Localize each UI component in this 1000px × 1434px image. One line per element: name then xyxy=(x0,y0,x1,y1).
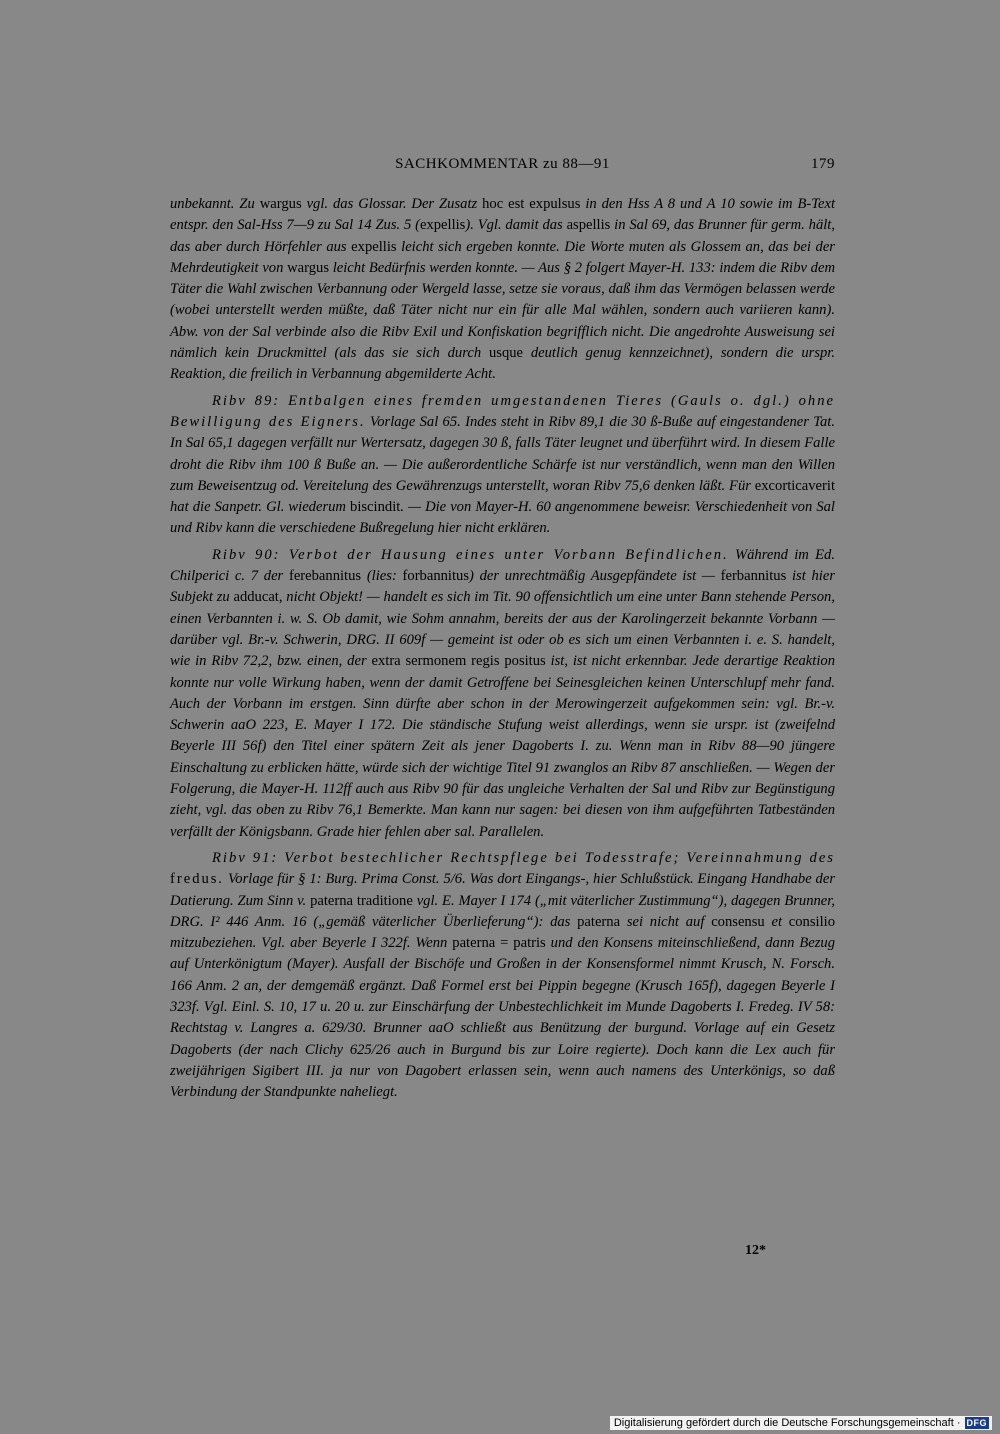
text-segment: wargus xyxy=(259,196,302,212)
text-segment: deutlich genug kennzeichnet), sondern die urspr. Reaktion, die freilich in Verbannung abgemilderte Acht. xyxy=(170,345,835,383)
text-segment: forbannitus xyxy=(402,568,470,585)
text-segment: adducat xyxy=(233,589,279,606)
text-segment: leicht Bedürfnis werden konnte. — Aus § 2 folgert Mayer-H. 133: indem die Ribv dem Täter die Wahl zwischen Verbannung oder Wergeld lasse, setze sie voraus, daß ihm das Vermögen belassen werde (wobei unterstellt werden müßte, daß Täter nicht nur ein für alle Mal wählen, sondern auch variieren kann). Abw. von der Sal verbinde also die Ribv Exil und Konfiskation begrifflich nicht. Die angedrohte Ausweisung sei nämlich kein Druckmittel (als das sie sich durch xyxy=(170,259,835,362)
text-segment: = xyxy=(495,935,514,952)
text-segment: in den Hss A 8 und A 10 sowie im B-Text entspr. den Sal-Hss 7—9 zu Sal 14 Zus. 5 ( xyxy=(170,196,836,234)
text-segment: vgl. E. Mayer I 174 („mit väterlicher Zustimmung“), dagegen Brunner, DRG. I² 446 Anm. 16 („gemäß väterlicher Überlieferung“): das xyxy=(170,892,835,930)
text-segment: . — Die von Mayer-H. 60 angenommene beweisr. Verschiedenheit von Sal und Ribv kann die verschiedene Bußregelung hier nicht erklären. xyxy=(170,499,835,537)
text-segment: ist hier Subjekt zu xyxy=(170,568,836,606)
text-segment: ferebannitus xyxy=(288,568,362,585)
text-segment: expellis xyxy=(419,217,466,234)
running-header xyxy=(170,150,835,176)
commentary-paragraph xyxy=(170,848,835,1104)
text-segment: excorticaverit xyxy=(754,477,835,494)
text-segment: ) der unrechtmäßig Ausgepfändete ist — xyxy=(469,568,721,585)
page-number: 179 xyxy=(811,156,835,172)
running-title: SACHKOMMENTAR zu 88—91 xyxy=(395,156,610,172)
text-segment: paterna xyxy=(452,935,496,952)
text-segment: ). Vgl. damit das xyxy=(465,217,567,234)
dfg-logo: DFG xyxy=(966,1418,987,1428)
text-segment: consilio xyxy=(788,913,835,930)
text-segment: Vorlage Sal 65. Indes steht in Ribv 89,1 die 30 ß-Buße auf eingestandener Tat. In Sal 65,1 dagegen verfällt nur Wertersatz, dagegen 30 ß, falls Täter leugnet und überführt wird. In diesem Falle droht die Ribv ihm 100 ß Buße an. — Die außerordentliche Schärfe ist nur verständlich, wenn man den Willen zum Beweisentzug od. Vereitelung des Gewährenzugs unterstellt, woran Ribv 75,6 denken läßt. Für xyxy=(170,413,835,494)
text-segment: ferbannitus xyxy=(720,568,787,585)
text-segment: wargus xyxy=(287,259,329,276)
text-segment: Während im Ed. Chilperici c. 7 der xyxy=(170,546,836,585)
text-segment: , nicht Objekt! — handelt es sich im Tit. 90 offensichtlich um eine unter Bann stehende Person, einen Verbannten i. w. S. Ob damit, wie Sohm annahm, bereits der aus der Karolingerzeit bekannte Vorbann — darüber vgl. Br.-v. Schwerin, DRG. II 609f — gemeint ist oder ob es sich um einen Verbannten i. e. S. handelt, wie in Ribv 72,2, bzw. einen, der xyxy=(170,589,835,670)
commentary-paragraph xyxy=(170,391,835,540)
text-segment: und den Konsens miteinschließend, dann Bezug auf Unterkönigtum (Mayer). Ausfall der Bischöfe und Großen in der Konsensformel nimmt Krusch, N. Forsch. 166 Anm. 2 an, der demgemäß ergänzt. Daß Formel erst bei Pippin begegne (Krusch 165f), dagegen Beyerle I 323f. Vgl. Einl. S. 10, 17 u. 20 u. zur Einschärfung der Unbestechlichkeit im Munde Dagoberts I. Fredeg. IV 58: Rechtstag v. Langres a. 629/30. Brunner aaO schließt aus Benützung der burgund. Vorlage auf ein Gesetz Dagoberts (der nach Clichy 625/26 auch in Burgund bis zur Loire regierte). Doch kann die Lex auch für zweijährigen Sigibert III. ja nur von Dagobert erlassen sein, wenn auch namens des Unterkönigs, so daß Verbindung der Standpunkte naheliegt. xyxy=(170,935,836,1101)
text-segment: mitzubeziehen. Vgl. aber Beyerle I 322f. Wenn xyxy=(170,935,453,952)
text-segment: expellis xyxy=(351,238,397,255)
text-segment: Ribv 89: Entbalgen eines fremden umgestandenen Tieres (Gauls o. dgl.) ohne Bewilligung des Eigners. xyxy=(170,392,835,430)
text-segment: paterna traditione xyxy=(310,892,413,909)
book-page xyxy=(170,150,835,1103)
credit-text: Digitalisierung gefördert durch die Deutsche Forschungsgemeinschaft · xyxy=(613,1417,961,1429)
text-segment: hoc est expulsus xyxy=(482,196,581,212)
text-segment: sei nicht auf xyxy=(620,913,712,930)
text-segment: usque xyxy=(488,345,524,362)
text-segment: paterna xyxy=(577,913,621,930)
commentary-paragraph xyxy=(170,194,835,386)
text-segment: extra sermonem regis positus xyxy=(371,653,546,670)
signature-mark: 12* xyxy=(745,1243,766,1258)
text-segment: vgl. das Glossar. Der Zusatz xyxy=(301,196,483,212)
text-segment: patris xyxy=(513,935,546,952)
text-segment: biscindit xyxy=(350,499,401,516)
text-segment: hat die Sanpetr. Gl. wiederum xyxy=(170,499,351,516)
text-segment: . xyxy=(218,871,225,888)
text-segment: Ribv 90: Verbot der Hausung eines unter Vorbann Befindlichen. xyxy=(212,546,729,563)
text-segment: Vorlage für § 1: Burg. Prima Const. 5/6. Was dort Eingangs-, hier Schlußstück. Eingang Handhabe der Datierung. Zum Sinn v. xyxy=(170,871,835,909)
text-segment: fredus xyxy=(170,871,219,888)
digitization-credit xyxy=(610,1416,992,1430)
text-segment: (lies: xyxy=(361,568,403,585)
text-segment: consensu xyxy=(711,913,765,930)
text-segment: leicht sich ergeben konnte. Die Worte muten als Glossem an, das bei der Mehrdeutigkeit von xyxy=(170,238,835,276)
text-segment: in Sal 69, das Brunner für germ. hält, das aber durch Hörfehler aus xyxy=(170,217,835,255)
commentary-paragraph xyxy=(170,545,835,843)
text-segment: unbekannt. Zu xyxy=(170,196,260,212)
text-segment: Ribv 91: Verbot bestechlicher Rechtspflege bei Todesstrafe; Vereinnahmung des xyxy=(212,849,835,866)
commentary-body xyxy=(170,194,835,1103)
text-segment: ist, ist nicht erkennbar. Jede derartige Reaktion konnte nur volle Wirkung haben, wenn der damit Getroffene bei Seinesgleichen keinen Unterschlupf mehr fand. Auch der Vorbann im erstgen. Sinn dürfte aber schon in der Merowingerzeit aufgekommen sein: vgl. Br.-v. Schwerin aaO 223, E. Mayer I 172. Die ständische Stufung weist allerdings, wenn sie urspr. ist (zweifelnd Beyerle III 56f) den Titel einer spätern Zeit als jener Dagoberts I. zu. Wenn man in Ribv 88—90 jüngere Einschaltung zu erblicken hätte, würde sich der wichtige Titel 91 zwanglos an Ribv 87 anschließen. — Wegen der Folgerung, die Mayer-H. 112ff auch aus Ribv 90 für das ungleiche Verhalten der Sal und Ribv zur Begünstigung zieht, vgl. das oben zu Ribv 76,1 Bemerkte. Man kann nur sagen: bei diesen von ihm aufgeführten Tatbeständen verfällt der Königsbann. Grade hier fehlen aber sal. Parallelen. xyxy=(170,653,835,840)
text-segment: aspellis xyxy=(566,217,611,234)
text-segment: et xyxy=(764,913,789,930)
